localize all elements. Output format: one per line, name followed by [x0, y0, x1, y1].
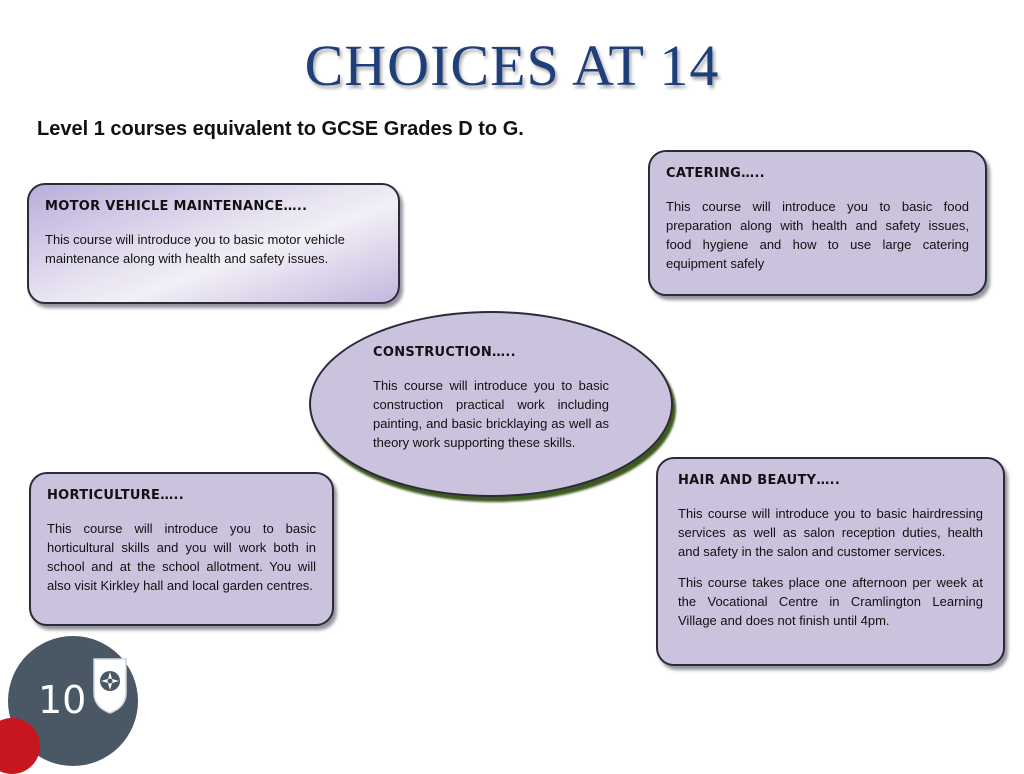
course-description: This course will introduce you to basic motor vehicle maintenance along with health and safety issues.: [45, 232, 345, 266]
course-heading: HORTICULTURE…..: [47, 488, 184, 503]
motor-vehicle-course-box: [27, 183, 400, 304]
hair-beauty-course-box: [656, 457, 1005, 666]
school-crest-icon: [92, 657, 128, 715]
construction-course-ellipse: [309, 311, 673, 497]
course-heading: HAIR AND BEAUTY…..: [678, 473, 841, 488]
course-heading: CATERING…..: [666, 166, 765, 181]
catering-course-box: [648, 150, 987, 296]
course-description: This course will introduce you to basic food preparation along with health and safety issues, food hygiene and how to use large catering equipment safely: [666, 199, 969, 271]
horticulture-course-box: [29, 472, 334, 626]
course-description: This course will introduce you to basic horticultural skills and you will work both in school and at the school allotment. You will also visit Kirkley hall and local garden centres.: [47, 521, 316, 593]
course-description: This course will introduce you to basic hairdressing services as well as salon reception duties, health and safety in the salon and customer services.: [678, 506, 983, 559]
course-description: This course will introduce you to basic construction practical work including painting, and basic bricklaying as well as theory work supporting these skills.: [373, 378, 609, 450]
course-schedule-note: This course takes place one afternoon per week at the Vocational Centre in Cramlington Learning Village and does not finish until 4pm.: [678, 575, 983, 628]
course-heading: CONSTRUCTION…..: [373, 345, 516, 360]
page-number: 10: [38, 678, 87, 722]
slide-subtitle: Level 1 courses equivalent to GCSE Grades D to G.: [37, 118, 524, 140]
slide-title: CHOICES AT 14: [304, 33, 720, 98]
course-heading: MOTOR VEHICLE MAINTENANCE…..: [45, 199, 308, 214]
